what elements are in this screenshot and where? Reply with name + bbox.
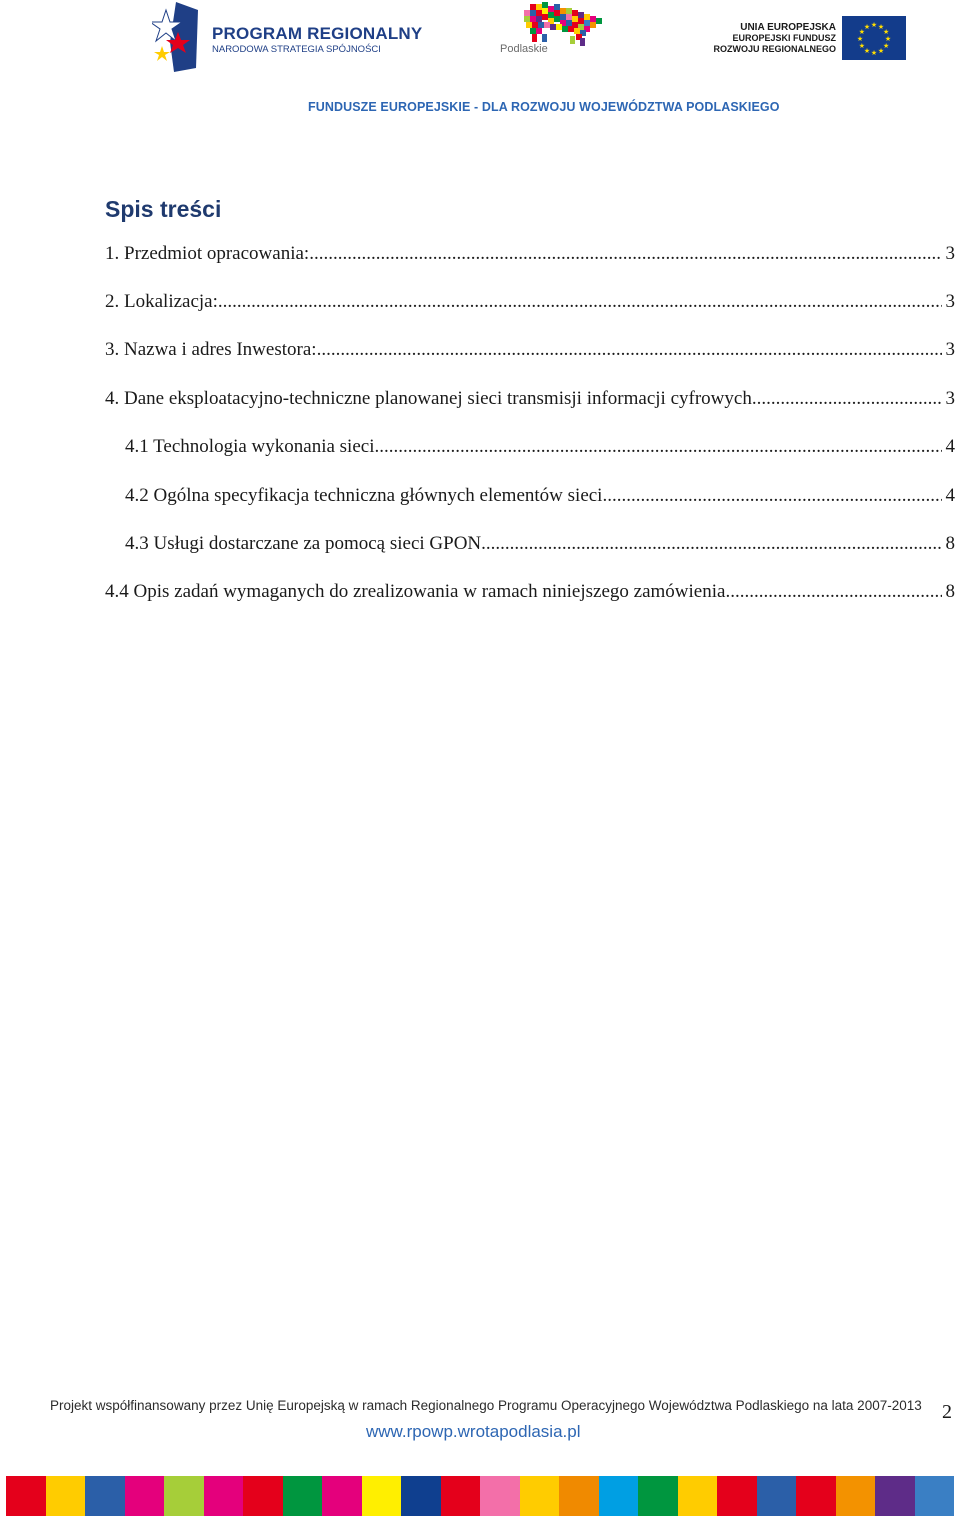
eu-star-icon: ★ bbox=[858, 42, 866, 50]
program-subtitle: NARODOWA STRATEGIA SPÓJNOŚCI bbox=[212, 44, 381, 55]
eu-star-icon: ★ bbox=[877, 47, 885, 56]
toc-entry[interactable] bbox=[105, 291, 955, 313]
toc-entry[interactable] bbox=[125, 533, 955, 555]
color-stripe-segment bbox=[678, 1476, 718, 1516]
toc-entry-page: 3 bbox=[945, 388, 955, 409]
color-stripe-segment bbox=[85, 1476, 125, 1516]
toc-dot-leader bbox=[218, 291, 942, 313]
toc-entry-label: 4.2 Ogólna specyfikacja techniczna głównych elementów sieci bbox=[125, 485, 603, 506]
color-stripe-segment bbox=[875, 1476, 915, 1516]
toc-entry-label: 4.1 Technologia wykonania sieci bbox=[125, 436, 375, 457]
eu-line-3: ROZWOJU REGIONALNEGO bbox=[713, 44, 836, 54]
eu-star-icon: ★ bbox=[884, 35, 892, 43]
color-stripe-segment bbox=[480, 1476, 520, 1516]
color-stripe-segment bbox=[836, 1476, 876, 1516]
toc-entry[interactable] bbox=[105, 339, 955, 361]
toc-dot-leader bbox=[374, 436, 941, 458]
toc-entry-page: 3 bbox=[945, 339, 955, 360]
footer-url-link[interactable]: www.rpowp.wrotapodlasia.pl bbox=[366, 1422, 581, 1441]
eu-line-1: UNIA EUROPEJSKA bbox=[740, 22, 836, 33]
eu-star-icon: ★ bbox=[882, 42, 890, 50]
eu-star-icon: ★ bbox=[863, 47, 871, 56]
color-stripe-segment bbox=[559, 1476, 599, 1516]
color-stripe-bar bbox=[6, 1476, 954, 1516]
eu-fund-text bbox=[713, 22, 836, 55]
eu-logo bbox=[713, 14, 912, 62]
eu-star-icon: ★ bbox=[870, 21, 878, 29]
color-stripe-segment bbox=[46, 1476, 86, 1516]
cofinance-text: Projekt współfinansowany przez Unię Europejską w ramach Regionalnego Programu Operacyjnego Województwa Podlaskiego na lata 2007-2013 bbox=[50, 1398, 922, 1413]
toc-entry-page: 4 bbox=[945, 436, 955, 457]
toc-entry[interactable] bbox=[105, 388, 955, 410]
color-stripe-segment bbox=[164, 1476, 204, 1516]
color-stripe-segment bbox=[638, 1476, 678, 1516]
funds-slogan: FUNDUSZE EUROPEJSKIE - DLA ROZWOJU WOJEWÓDZTWA PODLASKIEGO bbox=[308, 100, 780, 114]
toc-entry[interactable] bbox=[125, 485, 955, 507]
eu-flag-icon bbox=[842, 16, 906, 60]
nss-star-icon bbox=[152, 2, 210, 72]
toc-entry-page: 3 bbox=[945, 291, 955, 312]
toc-dot-leader bbox=[317, 339, 942, 361]
toc-entry-label: 4.4 Opis zadań wymaganych do zrealizowania w ramach niniejszego zamówienia bbox=[105, 581, 726, 602]
color-stripe-segment bbox=[599, 1476, 639, 1516]
toc-entry-label: 4. Dane eksploatacyjno-techniczne planowanej sieci transmisji informacji cyfrowych. bbox=[105, 388, 757, 409]
toc-dot-leader bbox=[602, 485, 941, 507]
toc-entry-page: 8 bbox=[945, 581, 955, 602]
toc-entry[interactable] bbox=[105, 243, 955, 265]
color-stripe-segment bbox=[915, 1476, 955, 1516]
toc-entry-page: 3 bbox=[945, 243, 955, 264]
toc-entry-page: 4 bbox=[945, 485, 955, 506]
toc-entry-label: 1. Przedmiot opracowania: bbox=[105, 243, 310, 264]
color-stripe-segment bbox=[401, 1476, 441, 1516]
eu-line-2: EUROPEJSKI FUNDUSZ bbox=[732, 33, 836, 43]
color-stripe-segment bbox=[243, 1476, 283, 1516]
color-stripe-segment bbox=[6, 1476, 46, 1516]
color-stripe-segment bbox=[204, 1476, 244, 1516]
toc-dot-leader bbox=[481, 533, 941, 555]
eu-star-icon: ★ bbox=[870, 49, 878, 57]
color-stripe-segment bbox=[441, 1476, 481, 1516]
toc-entry-label: 3. Nazwa i adres Inwestora: bbox=[105, 339, 317, 360]
region-logo-text: Podlaskie bbox=[500, 43, 548, 55]
toc-dot-leader bbox=[757, 388, 942, 410]
toc-dot-leader bbox=[725, 581, 941, 603]
eu-star-icon: ★ bbox=[863, 22, 871, 31]
toc-entry[interactable] bbox=[125, 436, 955, 458]
eu-star-icon: ★ bbox=[856, 35, 864, 43]
color-stripe-segment bbox=[283, 1476, 323, 1516]
eu-star-icon: ★ bbox=[882, 28, 890, 36]
eu-star-icon: ★ bbox=[858, 28, 866, 36]
color-stripe-segment bbox=[520, 1476, 560, 1516]
toc-entry[interactable] bbox=[105, 581, 955, 603]
page-number: 2 bbox=[942, 1401, 952, 1423]
color-stripe-segment bbox=[757, 1476, 797, 1516]
bison-mosaic-icon bbox=[500, 0, 610, 48]
color-stripe-segment bbox=[796, 1476, 836, 1516]
toc-entry-label: 2. Lokalizacja: bbox=[105, 291, 218, 312]
color-stripe-segment bbox=[322, 1476, 362, 1516]
color-stripe-segment bbox=[717, 1476, 757, 1516]
program-regionalny-logo bbox=[152, 2, 422, 72]
toc-entry-page: 8 bbox=[945, 533, 955, 554]
toc-title: Spis treści bbox=[105, 196, 222, 222]
eu-star-icon: ★ bbox=[877, 22, 885, 31]
page-header bbox=[0, 0, 960, 130]
program-title: PROGRAM REGIONALNY bbox=[212, 24, 423, 43]
color-stripe-segment bbox=[125, 1476, 165, 1516]
podlaskie-logo bbox=[500, 0, 610, 60]
color-stripe-segment bbox=[362, 1476, 402, 1516]
toc-entry-label: 4.3 Usługi dostarczane za pomocą sieci GPON bbox=[125, 533, 482, 554]
toc-dot-leader bbox=[309, 243, 941, 265]
